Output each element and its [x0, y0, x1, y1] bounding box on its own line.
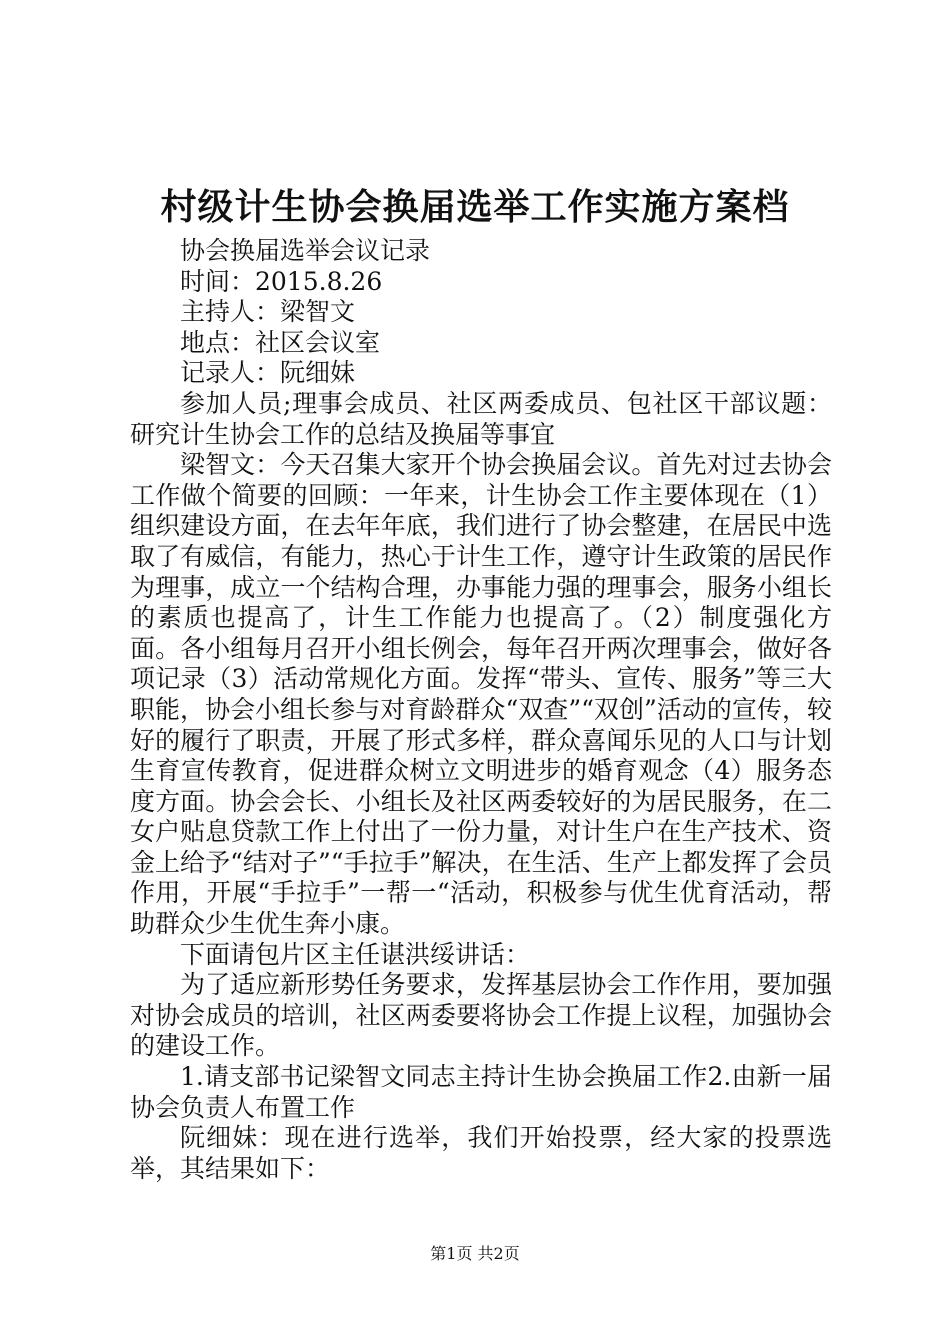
- paragraph-location: 地点：社区会议室: [180, 327, 381, 357]
- page-footer: 第1页 共2页: [430, 1244, 520, 1263]
- paragraph-recorder: 记录人：阮细妹: [180, 358, 356, 388]
- paragraph-election: 阮细妹：现在进行选举，我们开始投票，经大家的投票选举，其结果如下：: [130, 1123, 832, 1183]
- document-title: 村级计生协会换届选举工作实施方案档: [160, 186, 790, 228]
- paragraph-next-speaker: 下面请包片区主任谌洪绥讲话：: [180, 939, 531, 969]
- paragraph-director-speech: 为了适应新形势任务要求，发挥基层协会工作作用，要加强对协会成员的培训，社区两委要将协会工作提上议程，加强协会的建设工作。: [130, 970, 832, 1061]
- paragraph-time: 时间：2015.8.26: [180, 266, 383, 296]
- paragraph-meeting-record: 协会换届选举会议记录: [180, 236, 431, 265]
- paragraph-agenda-items: 1.请支部书记梁智文同志主持计生协会换届工作2.由新一届协会负责人布置工作: [130, 1062, 832, 1122]
- document-body: [130, 236, 832, 1184]
- paragraph-host: 主持人：梁智文: [180, 297, 356, 327]
- paragraph-attendees-agenda: 参加人员;理事会成员、社区两委成员、包社区干部议题：研究计生协会工作的总结及换届等事宜: [130, 388, 832, 449]
- paragraph-review-speech: 梁智文：今天召集大家开个协会换届会议。首先对过去协会工作做个简要的回顾：一年来，计生协会工作主要体现在（1）组织建设方面，在去年年底，我们进行了协会整建，在居民中选取了有威信，有能力，热心于计生工作，遵守计生政策的居民作为理事，成立一个结构合理，办事能力强的理事会，服务小组长的素质也提高了，计生工作能力也提高了。（2）制度强化方面。各小组每月召开小组长例会，每年召开两次理事会，做好各项记录（3）活动常规化方面。发挥“带头、宣传、服务”等三大职能，协会小组长参与对育龄群众“双查”“双创”活动的宣传，较好的履行了职责，开展了形式多样，群众喜闻乐见的人口与计划生育宣传教育，促进群众树立文明进步的婚育观念（4）服务态度方面。协会会长、小组长及社区两委较好的为居民服务，在二女户贴息贷款工作上付出了一份力量，对计生户在生产技术、资金上给予“结对子”“手拉手”解决，在生活、生产上都发挥了会员作用，开展“手拉手”一帮一“活动，积极参与优生优育活动，帮助群众少生优生奔小康。: [130, 450, 832, 939]
